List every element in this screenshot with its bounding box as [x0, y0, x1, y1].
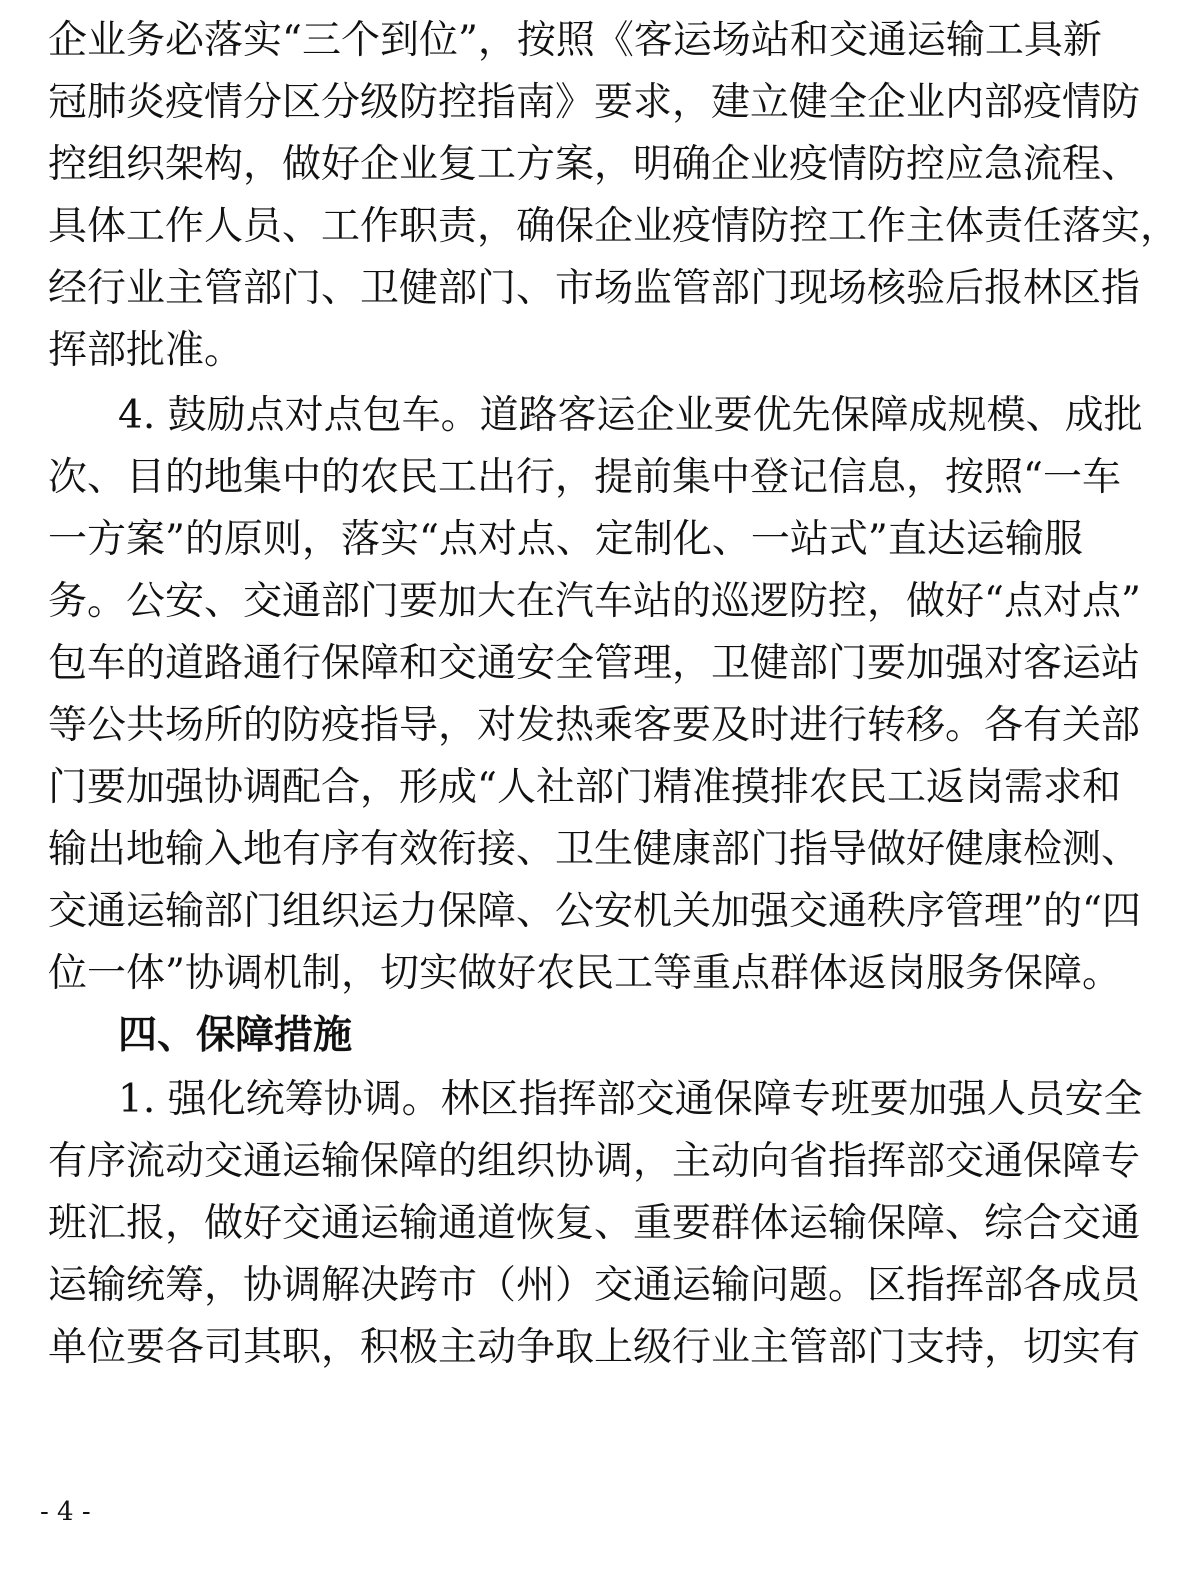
body-text-line: 包车的道路通行保障和交通安全管理，卫健部门要加强对客运站 [48, 641, 1141, 686]
body-text-line: 挥部批准。 [48, 328, 244, 373]
body-text-line: 位一体”协调机制，切实做好农民工等重点群体返岗服务保障。 [48, 951, 1121, 996]
body-text-line: 经行业主管部门、卫健部门、市场监管部门现场核验后报林区指 [48, 266, 1141, 311]
body-text-line: 交通运输部门组织运力保障、公安机关加强交通秩序管理”的“四 [48, 889, 1141, 934]
paragraph-4-first-line: 4. 鼓励点对点包车。道路客运企业要优先保障成规模、成批 [118, 393, 1143, 438]
section-heading: 四、保障措施 [118, 1013, 353, 1058]
body-text-line: 有序流动交通运输保障的组织协调，主动向省指挥部交通保障专 [48, 1139, 1141, 1184]
body-text-line: 班汇报，做好交通运输通道恢复、重要群体运输保障、综合交通 [48, 1201, 1141, 1246]
body-text-line: 务。公安、交通部门要加大在汽车站的巡逻防控，做好“点对点” [48, 579, 1141, 624]
body-text-line: 等公共场所的防疫指导，对发热乘客要及时进行转移。各有关部 [48, 703, 1141, 748]
body-text-line: 运输统筹，协调解决跨市（州）交通运输问题。区指挥部各成员 [48, 1263, 1141, 1308]
paragraph-1-first-line: 1. 强化统筹协调。林区指挥部交通保障专班要加强人员安全 [118, 1077, 1143, 1122]
body-text-line: 冠肺炎疫情分区分级防控指南》要求，建立健全企业内部疫情防 [48, 80, 1141, 125]
body-text-line: 单位要各司其职，积极主动争取上级行业主管部门支持，切实有 [48, 1325, 1141, 1370]
body-text-line: 门要加强协调配合，形成“人社部门精准摸排农民工返岗需求和 [48, 765, 1121, 810]
body-text-line: 企业务必落实“三个到位”，按照《客运场站和交通运输工具新 [48, 18, 1102, 63]
body-text-line: 输出地输入地有序有效衔接、卫生健康部门指导做好健康检测、 [48, 827, 1141, 872]
body-text-line: 次、目的地集中的农民工出行，提前集中登记信息，按照“一车 [48, 455, 1121, 500]
body-text-line: 控组织架构，做好企业复工方案，明确企业疫情防控应急流程、 [48, 142, 1141, 187]
body-text-line: 一方案”的原则，落实“点对点、定制化、一站式”直达运输服 [48, 517, 1083, 562]
body-text-line: 具体工作人员、工作职责，确保企业疫情防控工作主体责任落实， [48, 204, 1179, 249]
page-number: - 4 - [40, 1497, 91, 1527]
